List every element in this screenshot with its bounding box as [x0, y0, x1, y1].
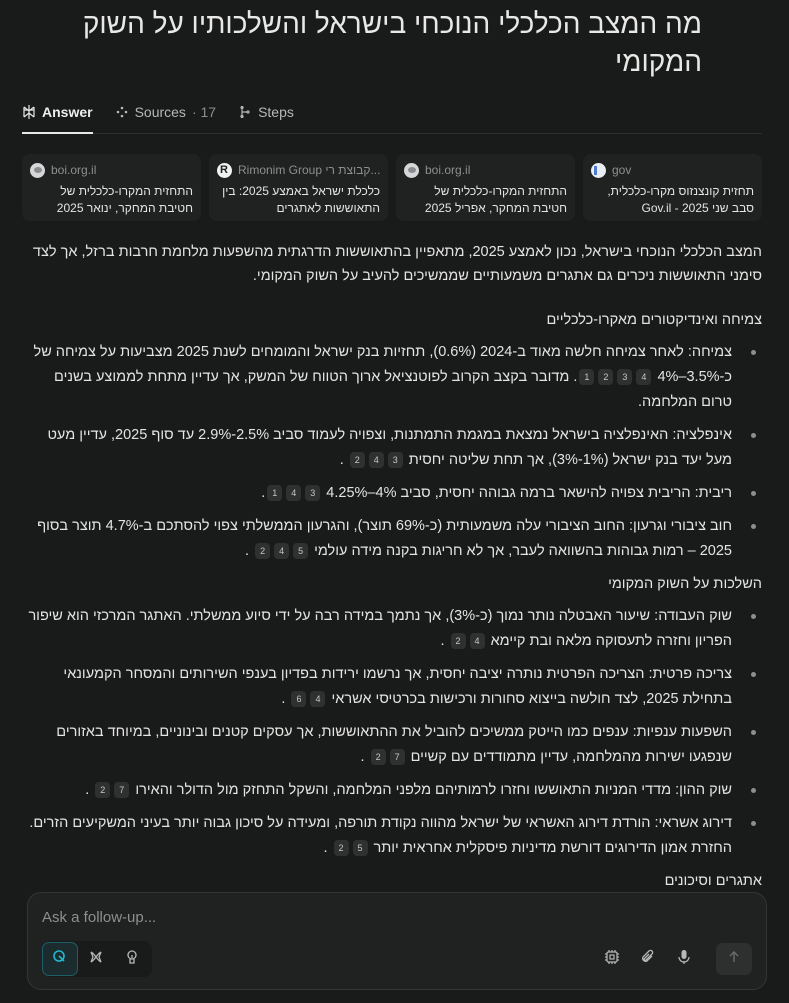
sources-icon	[115, 105, 129, 119]
microphone-icon	[676, 949, 692, 970]
search-mode-selector	[42, 941, 152, 977]
citation-badge[interactable]: 2	[451, 633, 466, 649]
citation-badge[interactable]: 4	[286, 485, 301, 501]
citation-badge[interactable]: 7	[390, 749, 405, 765]
section-heading: אתגרים וסיכונים	[664, 873, 762, 889]
tab-steps-label: Steps	[258, 103, 294, 120]
page-title: מה המצב הכלכלי הנוכחי בישראל והשלכותיו על השוק המקומי	[82, 8, 702, 77]
source-title: התחזית המקרו-כלכלית של חטיבת המחקר, ינואר 2025	[56, 184, 193, 215]
citation-badge[interactable]: 4	[470, 633, 485, 649]
search-icon	[52, 949, 68, 970]
citation-badge[interactable]: 3	[305, 485, 320, 501]
list-item: אינפלציה: האינפלציה בישראל נמצאת במגמת התמתנות, וצפויה לעמוד סביב 2.5%-2.9% עד סוף 2025, עדיין מעט מעל יעד בנק ישראל (1%-3%), אך תחת שליטה יחסית 342 .	[22, 423, 762, 473]
source-card[interactable]	[583, 154, 762, 221]
arrow-up-icon	[727, 950, 741, 969]
list-item: חוב ציבורי וגרעון: החוב הציבורי עלה משמעותית (כ-69% תוצר), והגרעון הממשלתי צפוי להסתכם ב-4.7% תוצר בסוף 2025 – רמות גבוהות בהשוואה לעבר, אך לא חריגות בקנה מידה עולמי 542 .	[22, 514, 762, 564]
submit-button[interactable]	[716, 943, 752, 975]
research-icon	[88, 949, 104, 970]
rimonim-favicon-icon	[217, 163, 232, 178]
citation-badge[interactable]: 2	[95, 782, 110, 798]
perplexity-logo-icon	[22, 105, 36, 119]
follow-up-input[interactable]	[42, 905, 642, 929]
citation-badge[interactable]: 5	[293, 543, 308, 559]
list-item: השפעות ענפיות: ענפים כמו הייטק ממשיכים להוביל את ההתאוששות, אך עסקים קטנים ובינוניים, במיוחד באזורים שנפגעו ישירות מהמלחמה, עדיין מתמודדים עם קשיים 72 .	[22, 720, 762, 770]
boi-favicon-icon	[30, 163, 45, 178]
citation-badge[interactable]: 1	[579, 369, 594, 385]
lightbulb-icon	[124, 949, 140, 970]
bullet-list	[22, 604, 762, 861]
tab-steps[interactable]	[238, 90, 294, 133]
source-card[interactable]	[396, 154, 575, 221]
citation-badge[interactable]: 4	[636, 369, 651, 385]
source-domain: Rimonim Group קבוצת רי...	[238, 163, 380, 177]
citation-badge[interactable]: 2	[255, 543, 270, 559]
source-domain: boi.org.il	[425, 163, 471, 177]
mode-labs-button[interactable]	[114, 942, 150, 976]
source-cards	[22, 154, 762, 221]
list-item: ריבית: הריבית צפויה להישאר ברמה גבוהה יחסית, סביב 4%–4.25% 341.	[22, 481, 762, 506]
list-item: דירוג אשראי: הורדת דירוג האשראי של ישראל מהווה נקודת תורפה, ומעידה על סיכון גבוה יותר בעיני המשקיעים הזרים. החזרת אמון הדירוגים דורשת מדיניות פיסקלית אחראית יותר 52 .	[22, 811, 762, 861]
attach-button[interactable]	[636, 947, 660, 971]
model-selector-button[interactable]	[600, 947, 624, 971]
list-item: שוק העבודה: שיעור האבטלה נותר נמוך (כ-3%), אך נתמך במידה רבה על ידי סיוע ממשלתי. האתגר המרכזי הוא שיפור הפריון וחזרה לתעסוקה מלאה ובת קיימא 42 .	[22, 604, 762, 654]
list-item: צריכה פרטית: הצריכה הפרטית נותרה יציבה יחסית, אך נרשמו ירידות בפדיון בענפי השירותים והמסחר הקמעונאי בתחילת 2025, לצד חולשה בייצוא סחורות ורכישות בכרטיסי אשראי 46 .	[22, 662, 762, 712]
citation-badge[interactable]: 4	[310, 691, 325, 707]
citation-badge[interactable]: 7	[114, 782, 129, 798]
source-card[interactable]	[22, 154, 201, 221]
source-domain: gov	[612, 163, 632, 177]
citation-badge[interactable]: 1	[267, 485, 282, 501]
source-title: כלכלת ישראל באמצע 2025: בין התאוששות לאתגרים	[222, 184, 380, 215]
gov-favicon-icon	[591, 163, 606, 178]
answer-body	[22, 240, 762, 901]
citation-badge[interactable]: 4	[274, 543, 289, 559]
boi-favicon-icon	[404, 163, 419, 178]
sources-count: · 17	[191, 103, 217, 120]
source-card[interactable]	[209, 154, 388, 221]
steps-icon	[238, 105, 252, 119]
citation-badge[interactable]: 2	[371, 749, 386, 765]
answer-intro: המצב הכלכלי הנוכחי בישראל, נכון לאמצע 2025, מתאפיין בהתאוששות הדרגתית מהשפעות מלחמת חרבות ברזל, אך לצד סימני התאוששות ניכרים גם אתגרים משמעותיים שממשיכים להעיב על השוק המקומי.	[32, 244, 762, 284]
citation-badge[interactable]: 2	[334, 840, 349, 856]
follow-up-composer	[27, 892, 767, 990]
mode-research-button[interactable]	[78, 942, 114, 976]
bullet-list	[22, 340, 762, 564]
source-title: תחזית קונצנזוס מקרו-כלכלית, סבב שני 2025 - Gov.il	[607, 184, 754, 215]
citation-badge[interactable]: 3	[388, 452, 403, 468]
voice-input-button[interactable]	[672, 947, 696, 971]
paperclip-icon	[640, 949, 656, 970]
tab-sources-label: Sources	[134, 103, 186, 120]
tab-sources[interactable]	[115, 90, 216, 133]
page	[22, 0, 762, 889]
citation-badge[interactable]: 5	[353, 840, 368, 856]
tab-answer-label: Answer	[42, 103, 93, 120]
citation-badge[interactable]: 2	[598, 369, 613, 385]
section-heading: צמיחה ואינדיקטורים מאקרו-כלכליים	[546, 312, 762, 328]
citation-badge[interactable]: 2	[350, 452, 365, 468]
tab-bar	[22, 90, 762, 134]
tab-answer[interactable]	[22, 90, 93, 133]
source-domain: boi.org.il	[51, 163, 97, 177]
list-item: צמיחה: לאחר צמיחה חלשה מאוד ב-2024 (0.6%), תחזיות בנק ישראל והמומחים לשנת 2025 מצביעות על צמיחה של כ-3.5%–4% 4321. מדובר בקצב הקרוב לפוטנציאל ארוך הטווח של המשק, אך עדיין מתחת לממוצע בשנים טרום המלחמה.	[22, 340, 762, 415]
model-chip-icon	[604, 949, 620, 970]
list-item: שוק ההון: מדדי המניות התאוששו וחזרו לרמותיהם מלפני המלחמה, והשקל התחזק מול הדולר והאירו 72 .	[22, 778, 762, 803]
section-heading: השלכות על השוק המקומי	[608, 576, 762, 592]
source-title: התחזית המקרו-כלכלית של חטיבת המחקר, אפריל 2025	[424, 184, 567, 215]
citation-badge[interactable]: 3	[617, 369, 632, 385]
mode-search-button[interactable]	[42, 942, 78, 976]
composer-tools	[600, 941, 752, 977]
citation-badge[interactable]: 6	[291, 691, 306, 707]
citation-badge[interactable]: 4	[369, 452, 384, 468]
